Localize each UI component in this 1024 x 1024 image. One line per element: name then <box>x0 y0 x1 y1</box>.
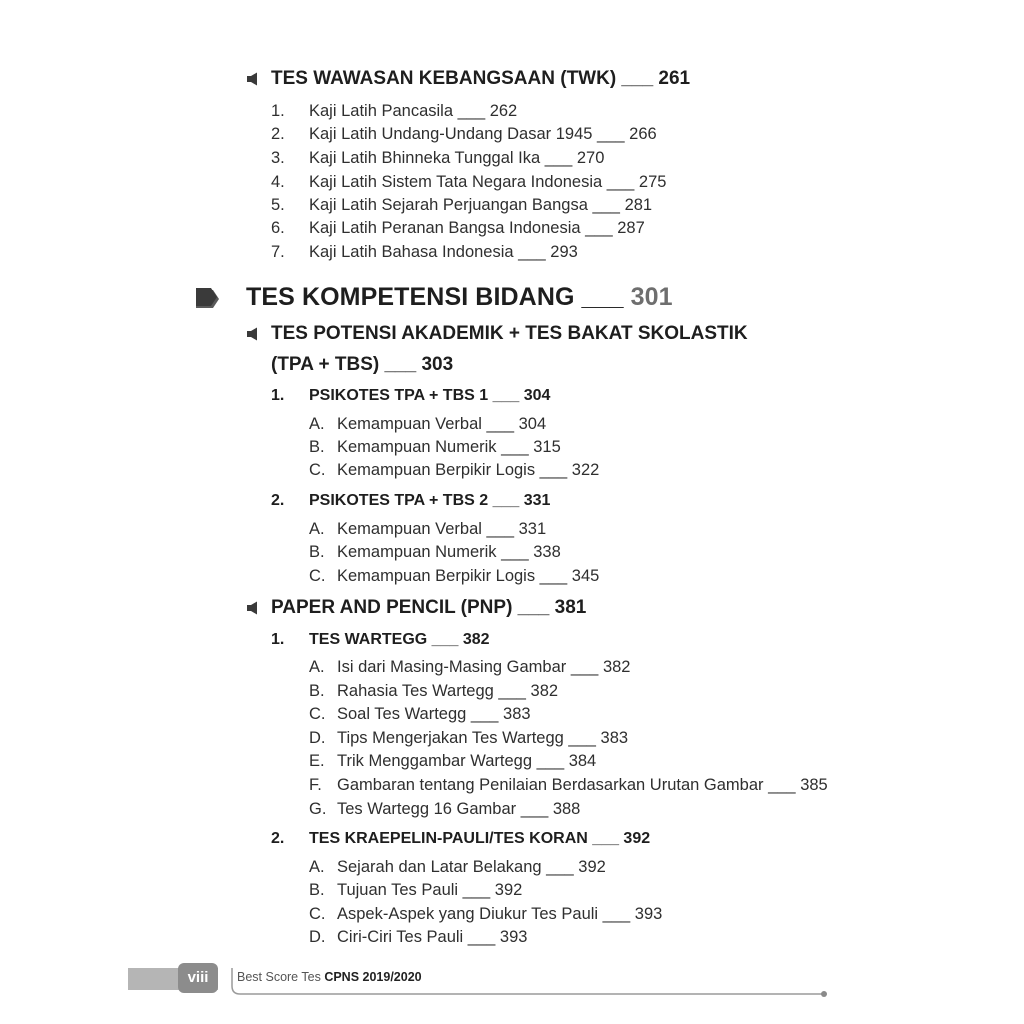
sub-item-letter: C. <box>309 567 326 585</box>
list-item-number: 1. <box>271 102 285 120</box>
list-item: Kaji Latih Sistem Tata Negara Indonesia ___ 275 <box>309 173 667 191</box>
chapter-title-text: TES KOMPETENSI BIDANG ___ <box>246 283 624 311</box>
sub-item-letter: G. <box>309 800 327 818</box>
sub-item-letter: C. <box>309 461 326 479</box>
list-item-number: 7. <box>271 243 285 261</box>
list-item: Kaji Latih Undang-Undang Dasar 1945 ___ 266 <box>309 125 657 143</box>
sub-item-letter: D. <box>309 928 326 946</box>
sub-item-letter: A. <box>309 658 325 676</box>
sub-item: Tujuan Tes Pauli ___ 392 <box>337 881 523 899</box>
sub-item: Kemampuan Numerik ___ 338 <box>337 543 561 561</box>
sub-item: Ciri-Ciri Tes Pauli ___ 393 <box>337 928 528 946</box>
chapter-title <box>246 283 673 312</box>
list-item-number: 6. <box>271 219 285 237</box>
sub-item: Soal Tes Wartegg ___ 383 <box>337 705 531 723</box>
sub-item: Tips Mengerjakan Tes Wartegg ___ 383 <box>337 729 629 747</box>
sub-item: Kemampuan Berpikir Logis ___ 322 <box>337 461 600 479</box>
list-item: Kaji Latih Bahasa Indonesia ___ 293 <box>309 243 578 261</box>
sub-item-letter: A. <box>309 858 325 876</box>
list-item-number: 4. <box>271 173 285 191</box>
sub-item: Trik Menggambar Wartegg ___ 384 <box>337 752 597 770</box>
sub-item: Rahasia Tes Wartegg ___ 382 <box>337 682 559 700</box>
sub-item: Tes Wartegg 16 Gambar ___ 388 <box>337 800 581 818</box>
sub-item-letter: D. <box>309 729 326 747</box>
sub-item-letter: B. <box>309 543 325 561</box>
book-title-prefix: Best Score Tes <box>237 970 325 984</box>
sub-item-letter: F. <box>309 776 322 794</box>
group-title: TES WARTEGG ___ 382 <box>309 631 490 648</box>
book-title-bold: CPNS 2019/2020 <box>324 970 422 984</box>
sub-item: Kemampuan Verbal ___ 304 <box>337 415 547 433</box>
sub-item: Kemampuan Berpikir Logis ___ 345 <box>337 567 600 585</box>
sub-item-letter: C. <box>309 705 326 723</box>
list-item-number: 3. <box>271 149 285 167</box>
page-number-badge: viii <box>178 963 218 993</box>
section-title-twk: TES WAWASAN KEBANGSAAN (TWK) ___ 261 <box>271 68 691 89</box>
list-item: Kaji Latih Bhinneka Tunggal Ika ___ 270 <box>309 149 605 167</box>
chapter-page-number: 301 <box>630 283 673 311</box>
group-number: 1. <box>271 387 285 404</box>
chapter-arrow-icon <box>196 288 220 310</box>
group-number: 2. <box>271 830 285 847</box>
group-number: 2. <box>271 492 285 509</box>
sub-item-letter: C. <box>309 905 326 923</box>
speaker-bullet-icon <box>246 72 260 86</box>
group-title: PSIKOTES TPA + TBS 1 ___ 304 <box>309 387 551 404</box>
sub-item-letter: B. <box>309 682 325 700</box>
section-title-tpa-line2: (TPA + TBS) ___ 303 <box>271 354 454 375</box>
group-title: TES KRAEPELIN-PAULI/TES KORAN ___ 392 <box>309 830 651 847</box>
speaker-bullet-icon <box>246 601 260 615</box>
sub-item: Sejarah dan Latar Belakang ___ 392 <box>337 858 606 876</box>
sub-item: Isi dari Masing-Masing Gambar ___ 382 <box>337 658 631 676</box>
sub-item: Kemampuan Verbal ___ 331 <box>337 520 547 538</box>
list-item-number: 2. <box>271 125 285 143</box>
section-title-tpa-line1: TES POTENSI AKADEMIK + TES BAKAT SKOLASTIK <box>271 323 748 344</box>
sub-item-letter: A. <box>309 520 325 538</box>
list-item-number: 5. <box>271 196 285 214</box>
sub-item: Aspek-Aspek yang Diukur Tes Pauli ___ 393 <box>337 905 663 923</box>
sub-item: Kemampuan Numerik ___ 315 <box>337 438 561 456</box>
sub-item-letter: B. <box>309 438 325 456</box>
speaker-bullet-icon <box>246 327 260 341</box>
book-title <box>237 970 422 984</box>
list-item: Kaji Latih Pancasila ___ 262 <box>309 102 518 120</box>
sub-item-letter: B. <box>309 881 325 899</box>
list-item: Kaji Latih Sejarah Perjuangan Bangsa ___ 281 <box>309 196 653 214</box>
section-title-pnp: PAPER AND PENCIL (PNP) ___ 381 <box>271 597 587 618</box>
sub-item-letter: E. <box>309 752 325 770</box>
sub-item: Gambaran tentang Penilaian Berdasarkan Urutan Gambar ___ 385 <box>337 776 828 794</box>
group-title: PSIKOTES TPA + TBS 2 ___ 331 <box>309 492 551 509</box>
list-item: Kaji Latih Peranan Bangsa Indonesia ___ 287 <box>309 219 645 237</box>
sub-item-letter: A. <box>309 415 325 433</box>
group-number: 1. <box>271 631 285 648</box>
